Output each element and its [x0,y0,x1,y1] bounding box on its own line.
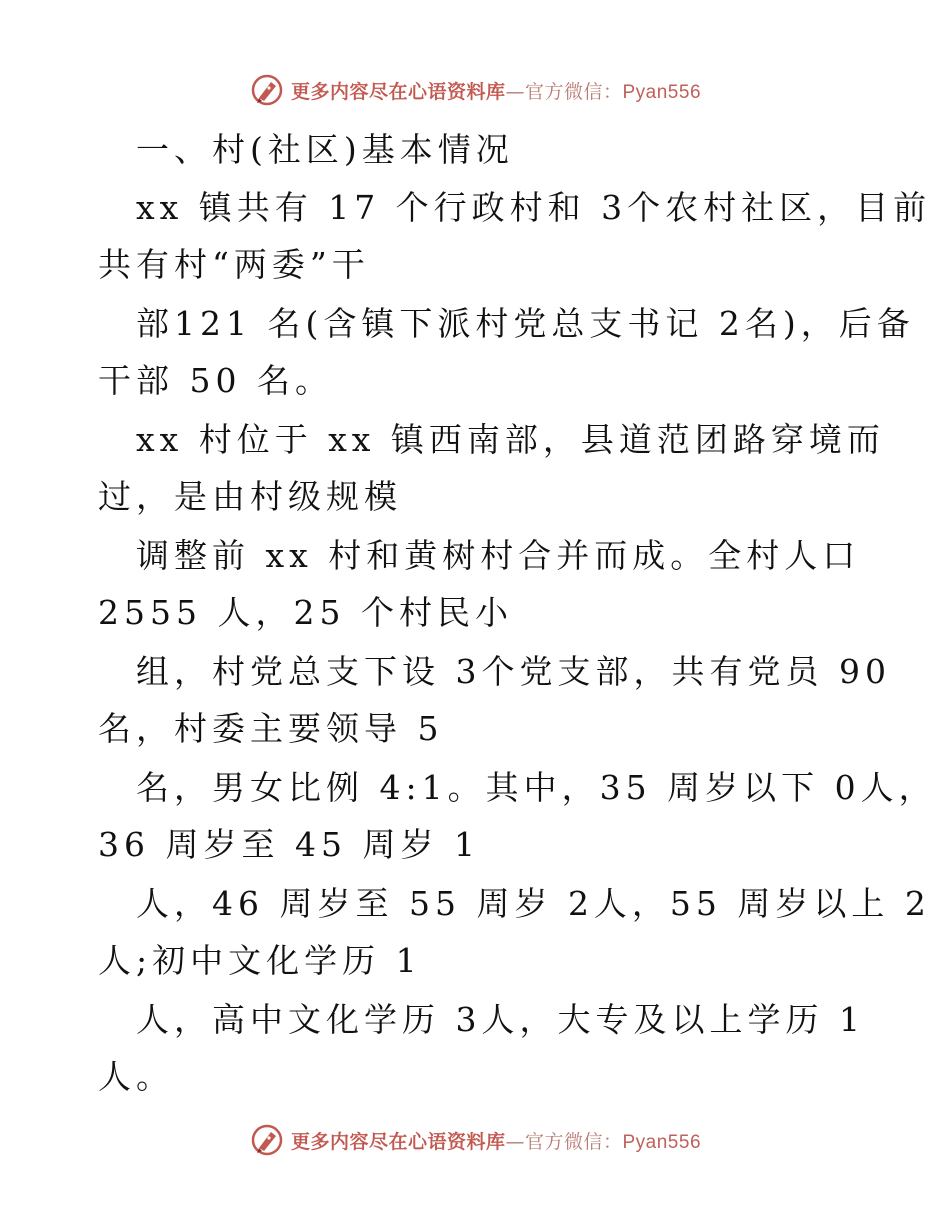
watermark-dash: — [505,1130,525,1153]
paragraph-line: 2555 人，25 个村民小 [98,593,513,632]
watermark-dash: — [505,80,525,103]
watermark-wechat-id: Pyan556 [622,81,702,103]
paragraph-line: 部121 名(含镇下派村党总支书记 2名)，后备 [136,304,915,343]
paragraph-line: 干部 50 名。 [98,361,333,400]
watermark-footer [0,1120,950,1160]
watermark-main: 更多内容尽在心语资料库 [290,1130,506,1153]
watermark-text [291,77,701,104]
watermark-wechat-id: Pyan556 [622,1131,702,1153]
paragraph-line: 人;初中文化学历 1 [98,941,422,980]
paragraph-line: 名，村委主要领导 5 [98,709,444,748]
watermark-wechat-label: 官方微信： [524,80,623,103]
pen-nib-logo-icon [249,72,285,108]
paragraph-line: 共有村“两委”干 [98,245,370,284]
paragraph-line: 人，46 周岁至 55 周岁 2人，55 周岁以上 2 [136,884,931,923]
paragraph-line: 组，村党总支下设 3个党支部，共有党员 90 [136,652,891,691]
watermark-header [0,70,950,110]
watermark-text [291,1127,701,1154]
watermark-wechat-label: 官方微信： [524,1130,623,1153]
paragraph-line: xx 村位于 xx 镇西南部，县道范团路穿境而 [136,420,885,459]
watermark-main: 更多内容尽在心语资料库 [290,80,506,103]
section-heading: 一、村(社区)基本情况 [136,130,514,169]
paragraph-line: 过，是由村级规模 [98,477,402,516]
pen-nib-logo-icon [249,1122,285,1158]
paragraph-line: 人，高中文化学历 3人，大专及以上学历 1 [136,1000,865,1039]
paragraph-line: 36 周岁至 45 周岁 1 [98,825,480,864]
paragraph-line: xx 镇共有 17 个行政村和 3个农村社区，目前 [136,188,932,227]
paragraph-line: 人。 [98,1057,174,1096]
paragraph-line: 调整前 xx 村和黄树村合并而成。全村人口 [136,536,861,575]
paragraph-line: 名，男女比例 4:1。其中，35 周岁以下 0人， [136,768,937,807]
